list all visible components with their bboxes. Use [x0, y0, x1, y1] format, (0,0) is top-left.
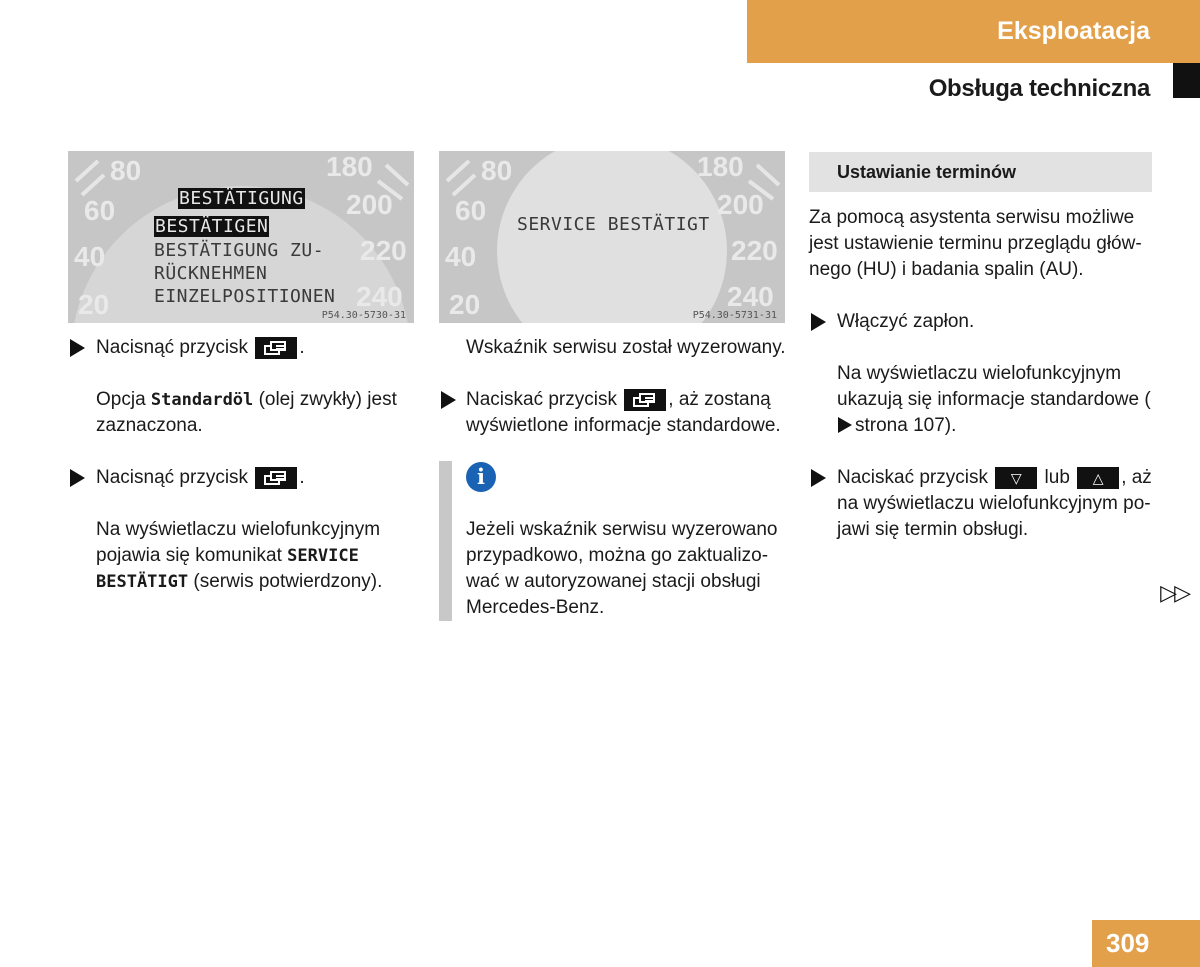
step-text: Naciskać przycisk	[466, 389, 617, 410]
step-press-menu-1	[96, 335, 426, 361]
triangle-bullet-icon	[70, 469, 85, 487]
triangle-bullet-icon	[811, 469, 826, 487]
speed-label: 80	[481, 155, 513, 186]
speed-label: 20	[449, 289, 481, 320]
lcd-option: EINZELPOSITIONEN	[154, 286, 336, 307]
speed-label: 200	[717, 189, 764, 220]
speed-label: 40	[445, 241, 477, 272]
lcd-option: BESTÄTIGUNG ZU-	[154, 240, 325, 261]
menu-button-icon	[255, 467, 297, 489]
lcd-option: RÜCKNEHMEN	[154, 263, 268, 284]
paragraph-text: Opcja	[96, 389, 146, 410]
display-term: Standardöl	[150, 390, 254, 410]
step-text-end: , aż na wyświetlaczu wielofunkcyjnym po- jawi się termin obsługi.	[837, 467, 1152, 540]
triangle-bullet-icon	[441, 391, 456, 409]
step-ignition: Włączyć zapłon.	[837, 311, 975, 332]
page-ref-arrow-icon	[838, 417, 852, 433]
paragraph-text: ).	[944, 415, 957, 436]
paragraph-text: Na wyświetlaczu wielofunkcyjnym ukazują się informacje standardowe (	[837, 363, 1151, 410]
note-text: Jeżeli wskaźnik serwisu wyzerowano przypadkowo, można go zaktualizo- wać w autoryzowanej stacji obsługi Mercedes-Benz.	[466, 519, 778, 618]
up-arrow-button-icon: △	[1077, 467, 1119, 489]
speed-label: 220	[360, 235, 407, 266]
speed-label: 80	[110, 155, 142, 186]
speed-label: 180	[326, 151, 373, 182]
step-text-end: , aż zostaną wyświetlone informacje standardowe.	[466, 389, 781, 436]
paragraph-text: (serwis potwierdzony).	[193, 571, 383, 592]
section-title: Eksploatacja	[997, 17, 1150, 45]
lcd-selected-option: BESTÄTIGEN	[155, 216, 269, 237]
section-tab	[747, 0, 1200, 63]
page-number-tab	[1092, 920, 1200, 967]
paragraph-standard-info	[837, 361, 1157, 439]
menu-button-icon	[624, 389, 666, 411]
paragraph-reset-done: Wskaźnik serwisu został wyzerowany.	[466, 337, 786, 358]
step-text: Naciskać przycisk	[837, 467, 988, 488]
speed-label: 20	[78, 289, 110, 320]
speed-label: 180	[697, 151, 744, 182]
menu-button-icon	[255, 337, 297, 359]
chapter-title: Obsługa techniczna	[928, 75, 1150, 102]
step-text-end: .	[299, 337, 305, 358]
speed-label: 240	[356, 281, 403, 312]
speed-label: 60	[84, 195, 116, 226]
paragraph-service-message	[96, 517, 421, 595]
continued-marker-icon: ▷▷	[1160, 580, 1188, 605]
step-text: lub	[1044, 467, 1070, 488]
display-image-confirmation	[68, 151, 414, 323]
page-number: 309	[1106, 928, 1150, 958]
step-text: Nacisnąć przycisk	[96, 337, 249, 358]
lcd-message: SERVICE BESTÄTIGT	[517, 214, 710, 235]
speed-label: 200	[346, 189, 393, 220]
paragraph-intro: Za pomocą asystenta serwisu możliwe jest ustawienie terminu przeglądu głów- nego (HU) i badania spalin (AU).	[809, 207, 1142, 280]
display-image-service-confirmed	[439, 151, 785, 323]
section-heading	[809, 152, 1152, 192]
page-reference-link[interactable]: strona 107	[855, 415, 945, 436]
speed-label: 240	[727, 281, 774, 312]
paragraph-text: Na wyświetlaczu wielofunkcyjnym pojawia się komunikat	[96, 519, 381, 566]
down-arrow-button-icon: ▽	[995, 467, 1037, 489]
triangle-bullet-icon	[70, 339, 85, 357]
step-text: Nacisnąć przycisk	[96, 467, 249, 488]
step-text-end: .	[299, 467, 305, 488]
display-term: SERVICE BESTÄTIGT	[96, 546, 359, 592]
triangle-bullet-icon	[811, 313, 826, 331]
lcd-title: BESTÄTIGUNG	[179, 188, 304, 209]
step-press-arrows	[837, 465, 1155, 543]
note-bar	[439, 461, 452, 621]
thumb-index-marker	[1173, 63, 1200, 98]
speed-label: 60	[455, 195, 487, 226]
info-icon: i	[466, 462, 496, 492]
figure-code: P54.30-5731-31	[692, 310, 777, 321]
figure-code: P54.30-5730-31	[321, 310, 406, 321]
paragraph-standard-oil	[96, 387, 416, 439]
paragraph-text: (olej zwykły) jest zaznaczona.	[96, 389, 397, 436]
speed-label: 220	[731, 235, 778, 266]
section-heading-text: Ustawianie terminów	[837, 161, 1017, 182]
step-press-menu-3	[466, 387, 786, 439]
speed-label: 40	[74, 241, 106, 272]
step-press-menu-2	[96, 465, 426, 491]
